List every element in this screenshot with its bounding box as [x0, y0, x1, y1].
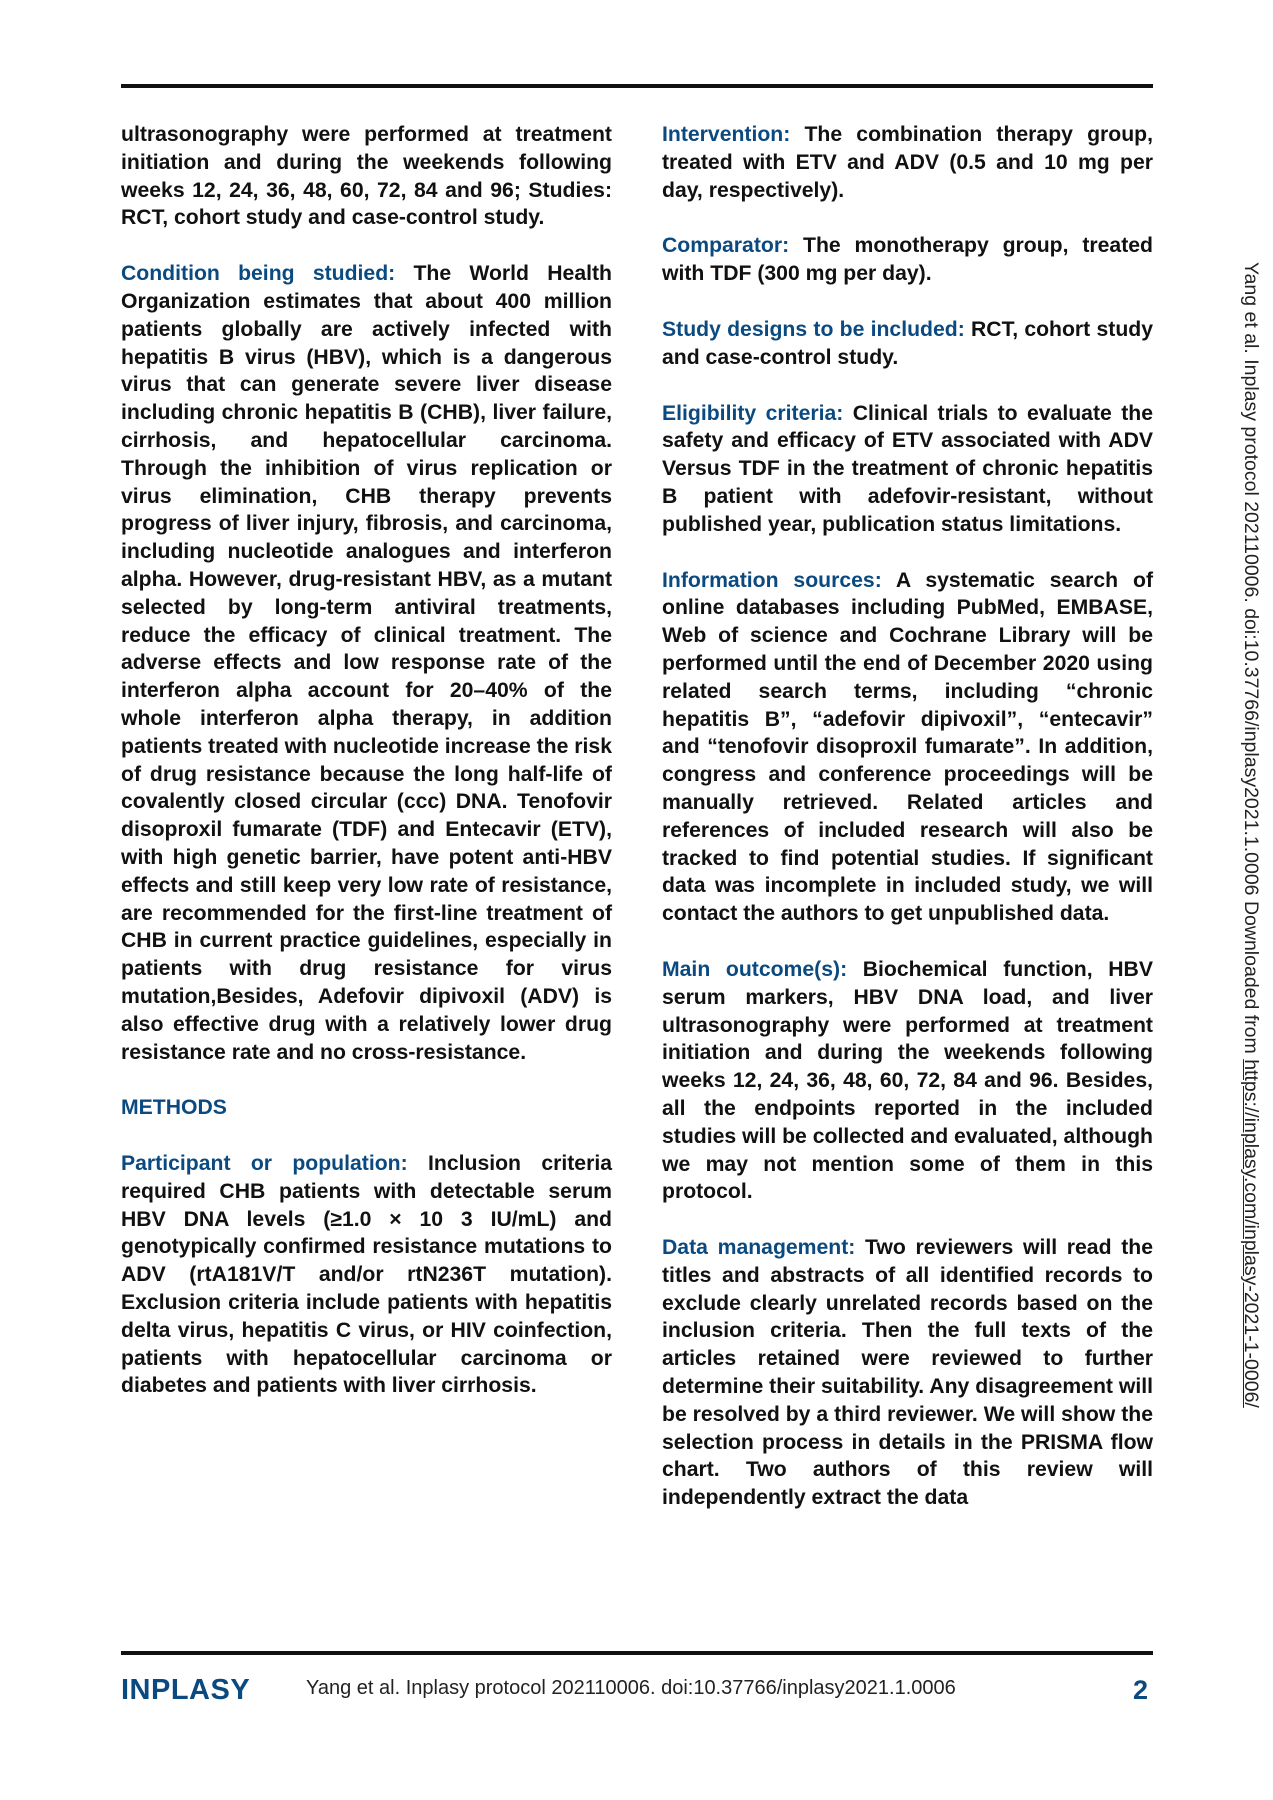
main-outcomes-label: Main outcome(s): — [662, 957, 848, 981]
condition-text: The World Health Organization estimates that about 400 million patients globally are actively infected with hepatitis B virus (HBV), which is a dangerous virus that can generate severe liver disease including chronic hepatitis B (CHB), liver failure, cirrhosis, and hepatocellular carcinoma. Through the inhibition of virus replication or virus elimination, CHB therapy prevents progress of liver injury, fibrosis, and carcinoma, including nucleotide analogues and interferon alpha. However, drug-resistant HBV, as a mutant selected by long-term antiviral treatments, reduce the efficacy of clinical treatment. The adverse effects and low response rate of the interferon alpha account for 20–40% of the whole interferon alpha therapy, in addition patients treated with nucleotide increase the risk of drug resistance because the long half-life of covalently closed circular (ccc) DNA. Tenofovir disoproxil fumarate (TDF) and Entecavir (ETV), with high genetic barrier, have potent anti-HBV effects and still keep very low rate of resistance, are recommended for the first-line treatment of CHB in current practice guidelines, especially in patients with drug resistance for virus mutation,Besides, Adefovir dipivoxil (ADV) is also effective drug with a relatively lower drug resistance rate and no cross-resistance. — [121, 262, 612, 1064]
footer-rule — [121, 1651, 1153, 1655]
study-designs-section — [662, 316, 1153, 372]
eligibility-label: Eligibility criteria: — [662, 401, 844, 425]
right-column — [662, 121, 1153, 1540]
page-number: 2 — [1133, 1675, 1149, 1705]
condition-section — [121, 260, 612, 1066]
eligibility-section — [662, 400, 1153, 539]
intervention-text: The combination therapy group, treated with ETV and ADV (0.5 and 10 mg per day, respectively). — [662, 123, 1153, 202]
participant-section — [121, 1150, 612, 1400]
main-outcomes-section — [662, 956, 1153, 1206]
comparator-text: The monotherapy group, treated with TDF (300 mg per day). — [662, 234, 1153, 286]
study-designs-label: Study designs to be included: — [662, 317, 965, 341]
participant-label: Participant or population: — [121, 1152, 408, 1176]
side-download-notice — [1232, 262, 1262, 1552]
intervention-label: Intervention: — [662, 123, 791, 146]
side-notice-text: Yang et al. Inplasy protocol 202110006. doi:10.37766/inplasy2021.1.0006 Downloaded from — [1240, 262, 1262, 1060]
comparator-label: Comparator: — [662, 234, 790, 258]
information-sources-section — [662, 567, 1153, 928]
condition-label: Condition being studied: — [121, 262, 396, 286]
intervention-section — [662, 121, 1153, 204]
methods-heading: METHODS — [121, 1096, 227, 1120]
footer-brand-logo: INPLASY — [121, 1674, 251, 1706]
data-management-section — [662, 1234, 1153, 1512]
side-notice-link[interactable]: https://inplasy.com/inplasy-2021-1-0006/ — [1240, 1059, 1262, 1408]
participant-text: Inclusion criteria required CHB patients with detectable serum HBV DNA levels (≥1.0 × 10 3 IU/mL) and genotypically confirmed resistance mutations to ADV (rtA181V/T and/or rtN236T mutation). Exclusion criteria include patients with hepatitis delta virus, hepatitis C virus, or HIV coinfection, patients with hepatocellular carcinoma or diabetes and patients with liver cirrhosis. — [121, 1152, 612, 1398]
main-outcomes-text: Biochemical function, HBV serum markers, HBV DNA load, and liver ultrasonography were performed at treatment initiation and during the weekends following weeks 12, 24, 36, 48, 60, 72, 84 and 96. Besides, all the endpoints reported in the included studies will be collected and evaluated, although we may not mention some of them in this protocol. — [662, 957, 1153, 1204]
continuation-paragraph: ultrasonography were performed at treatment initiation and during the weekends following weeks 12, 24, 36, 48, 60, 72, 84 and 96; Studies: RCT, cohort study and case-control study. — [121, 123, 612, 230]
footer-citation: Yang et al. Inplasy protocol 202110006. doi:10.37766/inplasy2021.1.0006 — [306, 1677, 956, 1699]
header-rule — [121, 84, 1153, 88]
data-management-label: Data management: — [662, 1236, 856, 1260]
information-sources-text: A systematic search of online databases including PubMed, EMBASE, Web of science and Cochrane Library will be performed until the end of December 2020 using related search terms, including “chronic hepatitis B”, “adefovir dipivoxil”, “entecavir” and “tenofovir disoproxil fumarate”. In addition, congress and conference proceedings will be manually retrieved. Related articles and references of included research will also be tracked to find potential studies. If significant data was incomplete in included study, we will contact the authors to get unpublished data. — [662, 568, 1153, 926]
comparator-section — [662, 232, 1153, 288]
study-designs-text: RCT, cohort study and case-control study. — [662, 317, 1153, 369]
data-management-text: Two reviewers will read the titles and abstracts of all identified records to exclude clearly unrelated records based on the inclusion criteria. Then the full texts of the articles retained were reviewed to further determine their suitability. Any disagreement will be resolved by a third reviewer. We will show the selection process in details in the PRISMA flow chart. Two authors of this review will independently extract the data — [662, 1236, 1153, 1510]
information-sources-label: Information sources: — [662, 568, 882, 592]
eligibility-text: Clinical trials to evaluate the safety and efficacy of ETV associated with ADV Versus TDF in the treatment of chronic hepatitis B patient with adefovir-resistant, without published year, publication status limitations. — [662, 401, 1153, 536]
left-column — [121, 121, 612, 1428]
